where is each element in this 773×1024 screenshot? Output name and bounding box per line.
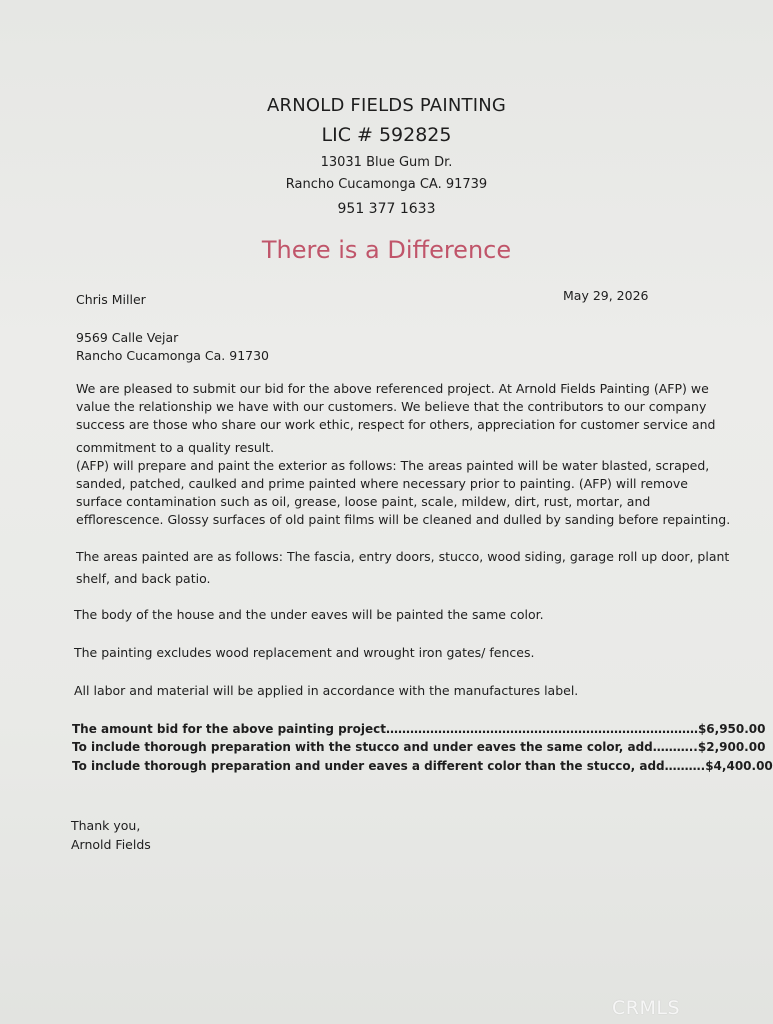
company-city: Rancho Cucamonga CA. 91739	[285, 177, 488, 192]
signer-name: Arnold Fields	[71, 837, 151, 852]
company-tagline: There is a Difference	[261, 236, 512, 264]
recipient-street: 9569 Calle Vejar	[76, 330, 179, 345]
recipient-city: Rancho Cucamonga Ca. 91730	[76, 348, 270, 363]
prep-line: surface contamination such as oil, grease, loose paint, scale, mildew, dirt, rust, mortar, and	[76, 494, 651, 509]
company-phone: 951 377 1633	[337, 201, 436, 217]
closing-thanks: Thank you,	[71, 818, 141, 833]
price-line-same-color: To include thorough preparation with the stucco and under eaves the same color, add………..$2,900.00	[72, 740, 766, 754]
exclusions-note: The painting excludes wood replacement and wrought iron gates/ fences.	[74, 645, 535, 660]
areas-line: The areas painted are as follows: The fascia, entry doors, stucco, wood siding, garage roll up door, plant	[76, 549, 730, 564]
labor-note: All labor and material will be applied in accordance with the manufactures label.	[74, 683, 579, 698]
prep-line: (AFP) will prepare and paint the exterior as follows: The areas painted will be water blasted, scraped,	[76, 458, 710, 473]
areas-line: shelf, and back patio.	[76, 571, 211, 586]
letter-date: May 29, 2026	[563, 288, 649, 303]
same-color-note: The body of the house and the under eaves will be painted the same color.	[74, 607, 544, 622]
crmls-watermark: CRMLS	[612, 997, 681, 1019]
price-line-different-color: To include thorough preparation and under eaves a different color than the stucco, add……….$4,400.00	[72, 759, 773, 773]
intro-line: value the relationship we have with our customers. We believe that the contributors to our company	[76, 399, 707, 414]
license-number: LIC # 592825	[321, 124, 452, 146]
recipient-name: Chris Miller	[76, 292, 146, 307]
intro-line: success are those who share our work ethic, respect for others, appreciation for customer service and	[76, 417, 716, 432]
intro-line: commitment to a quality result.	[76, 440, 275, 455]
company-street: 13031 Blue Gum Dr.	[320, 155, 453, 170]
prep-line: efflorescence. Glossy surfaces of old paint films will be cleaned and dulled by sanding before repainting.	[76, 512, 731, 527]
company-name: ARNOLD FIELDS PAINTING	[266, 95, 507, 116]
prep-line: sanded, patched, caulked and prime painted where necessary prior to painting. (AFP) will remove	[76, 476, 688, 491]
intro-line: We are pleased to submit our bid for the above referenced project. At Arnold Fields Painting (AFP) we	[76, 381, 709, 396]
price-line-base: The amount bid for the above painting project……………………………………………………………………$6,950.00	[72, 722, 766, 736]
